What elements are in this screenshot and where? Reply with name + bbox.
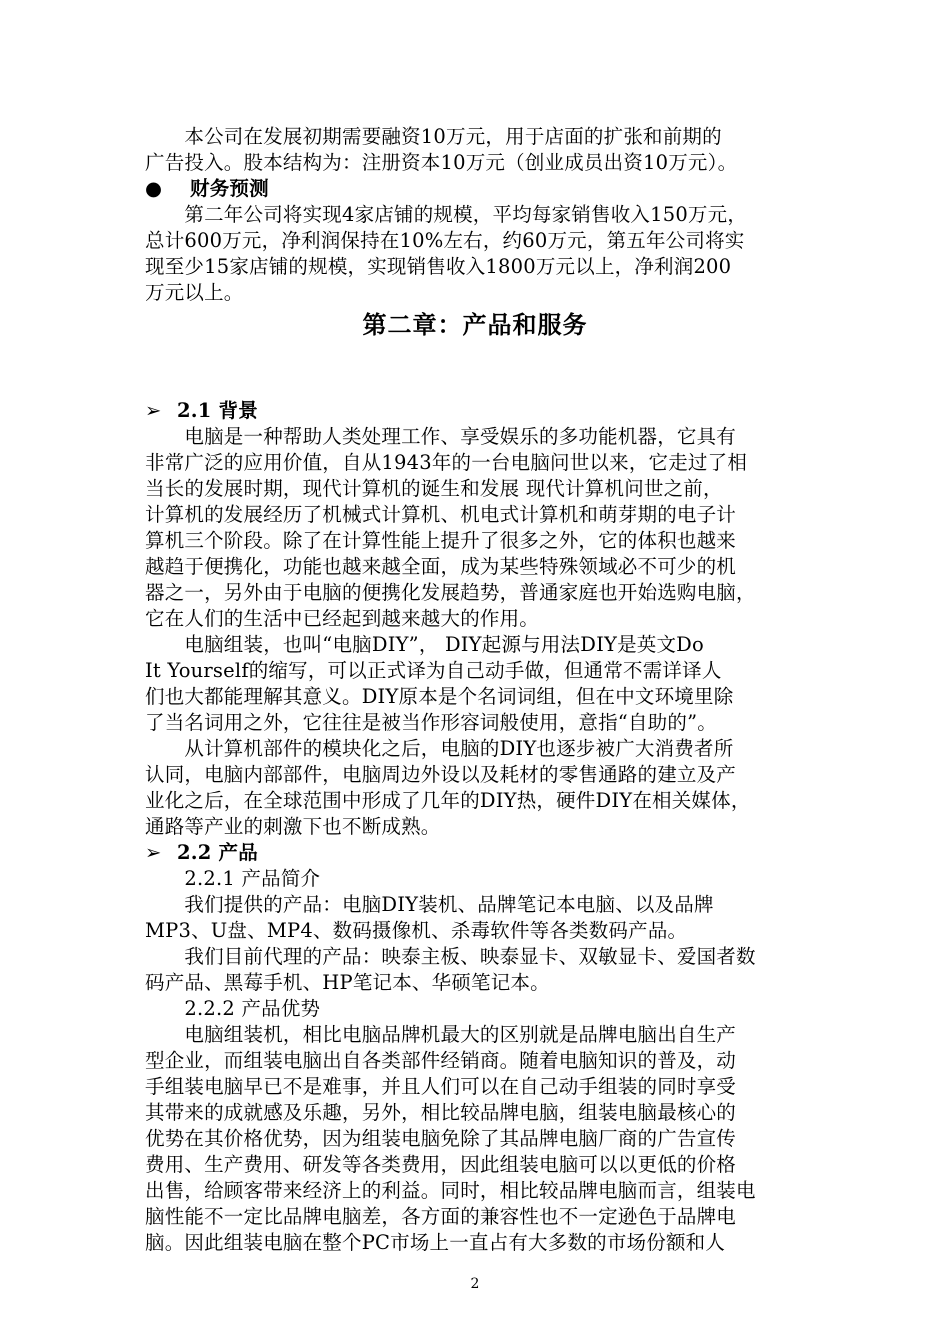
paragraph-line: 了当名词用之外，它往往是被当作形容词般使用，意指“自助的”。 <box>145 711 717 734</box>
paragraph-line: 电脑是一种帮助人类处理工作、享受娱乐的多功能机器，它具有 <box>145 425 737 448</box>
paragraph-line: 认同，电脑内部部件，电脑周边外设以及耗材的零售通路的建立及产 <box>145 763 737 786</box>
paragraph-line: 型企业，而组装电脑出自各类部件经销商。随着电脑知识的普及，动 <box>145 1049 737 1072</box>
paragraph-line: 算机三个阶段。除了在计算性能上提升了很多之外，它的体积也越来 <box>145 529 737 552</box>
paragraph-line: 脑性能不一定比品牌电脑差，各方面的兼容性也不一定逊色于品牌电 <box>145 1205 737 1228</box>
section-heading-product: 2.2 产品 <box>177 841 258 864</box>
finance-line: 万元以上。 <box>145 281 244 304</box>
chapter-title: 第二章：产品和服务 <box>362 310 588 339</box>
paragraph-line: 当长的发展时期，现代计算机的诞生和发展 现代计算机问世之前， <box>145 477 723 500</box>
paragraph-line: 们也大都能理解其意义。DIY原本是个名词词组，但在中文环境里除 <box>145 685 734 708</box>
subsection-heading: 2.2.2 产品优势 <box>145 997 321 1020</box>
paragraph-line: 通路等产业的刺激下也不断成熟。 <box>145 815 441 838</box>
paragraph-line: 我们目前代理的产品：映泰主板、映泰显卡、双敏显卡、爱国者数 <box>145 945 756 968</box>
paragraph-line: 其带来的成就感及乐趣，另外，相比较品牌电脑，组装电脑最核心的 <box>145 1101 737 1124</box>
paragraph-line: 脑。因此组装电脑在整个PC市场上一直占有大多数的市场份额和人 <box>145 1231 726 1254</box>
finance-line: 现至少15家店铺的规模，实现销售收入1800万元以上，净利润200 <box>145 255 732 278</box>
paragraph-line: 优势在其价格优势，因为组装电脑免除了其品牌电脑厂商的广告宣传 <box>145 1127 737 1150</box>
paragraph-line: 器之一，另外由于电脑的便携化发展趋势，普通家庭也开始选购电脑， <box>145 581 756 604</box>
arrow-bullet-icon: ➢ <box>145 399 162 422</box>
paragraph-line: 码产品、黑莓手机、HP笔记本、华硕笔记本。 <box>145 971 550 994</box>
funding-line: 广告投入。股本结构为：注册资本10万元（创业成员出资10万元）。 <box>145 151 738 174</box>
paragraph-line: 计算机的发展经历了机械式计算机、机电式计算机和萌芽期的电子计 <box>145 503 737 526</box>
paragraph-line: 非常广泛的应用价值，自从1943年的一台电脑问世以来，它走过了相 <box>145 451 748 474</box>
paragraph-line: It Yourself的缩写，可以正式译为自己动手做，但通常不需详译人 <box>145 659 722 682</box>
paragraph-line: MP3、U盘、MP4、数码摄像机、杀毒软件等各类数码产品。 <box>145 919 688 942</box>
funding-line: 本公司在发展初期需要融资10万元，用于店面的扩张和前期的 <box>145 125 722 148</box>
paragraph-line: 电脑组装机，相比电脑品牌机最大的区别就是品牌电脑出自生产 <box>145 1023 737 1046</box>
page-number: 2 <box>470 1276 480 1292</box>
paragraph-line: 我们提供的产品：电脑DIY装机、品牌笔记本电脑、以及品牌 <box>145 893 714 916</box>
paragraph-line: 业化之后，在全球范围中形成了几年的DIY热，硬件DIY在相关媒体， <box>145 789 751 812</box>
paragraph-line: 电脑组装，也叫“电脑DIY”， DIY起源与用法DIY是英文Do <box>145 633 704 656</box>
bullet-icon: ● <box>145 177 163 200</box>
section-heading-background: 2.1 背景 <box>177 399 258 422</box>
paragraph-line: 从计算机部件的模块化之后，电脑的DIY也逐步被广大消费者所 <box>145 737 734 760</box>
paragraph-line: 出售，给顾客带来经济上的利益。同时，相比较品牌电脑而言，组装电 <box>145 1179 756 1202</box>
subsection-heading: 2.2.1 产品简介 <box>145 867 321 890</box>
paragraph-line: 手组装电脑早已不是难事，并且人们可以在自己动手组装的同时享受 <box>145 1075 737 1098</box>
paragraph-line: 它在人们的生活中已经起到越来越大的作用。 <box>145 607 540 630</box>
finance-line: 总计600万元，净利润保持在10%左右，约60万元，第五年公司将实 <box>145 229 745 252</box>
finance-heading: 财务预测 <box>190 177 269 200</box>
paragraph-line: 越趋于便携化，功能也越来越全面，成为某些特殊领域必不可少的机 <box>145 555 737 578</box>
arrow-bullet-icon: ➢ <box>145 841 162 864</box>
paragraph-line: 费用、生产费用、研发等各类费用，因此组装电脑可以以更低的价格 <box>145 1153 737 1176</box>
finance-line: 第二年公司将实现4家店铺的规模，平均每家销售收入150万元， <box>145 203 748 226</box>
